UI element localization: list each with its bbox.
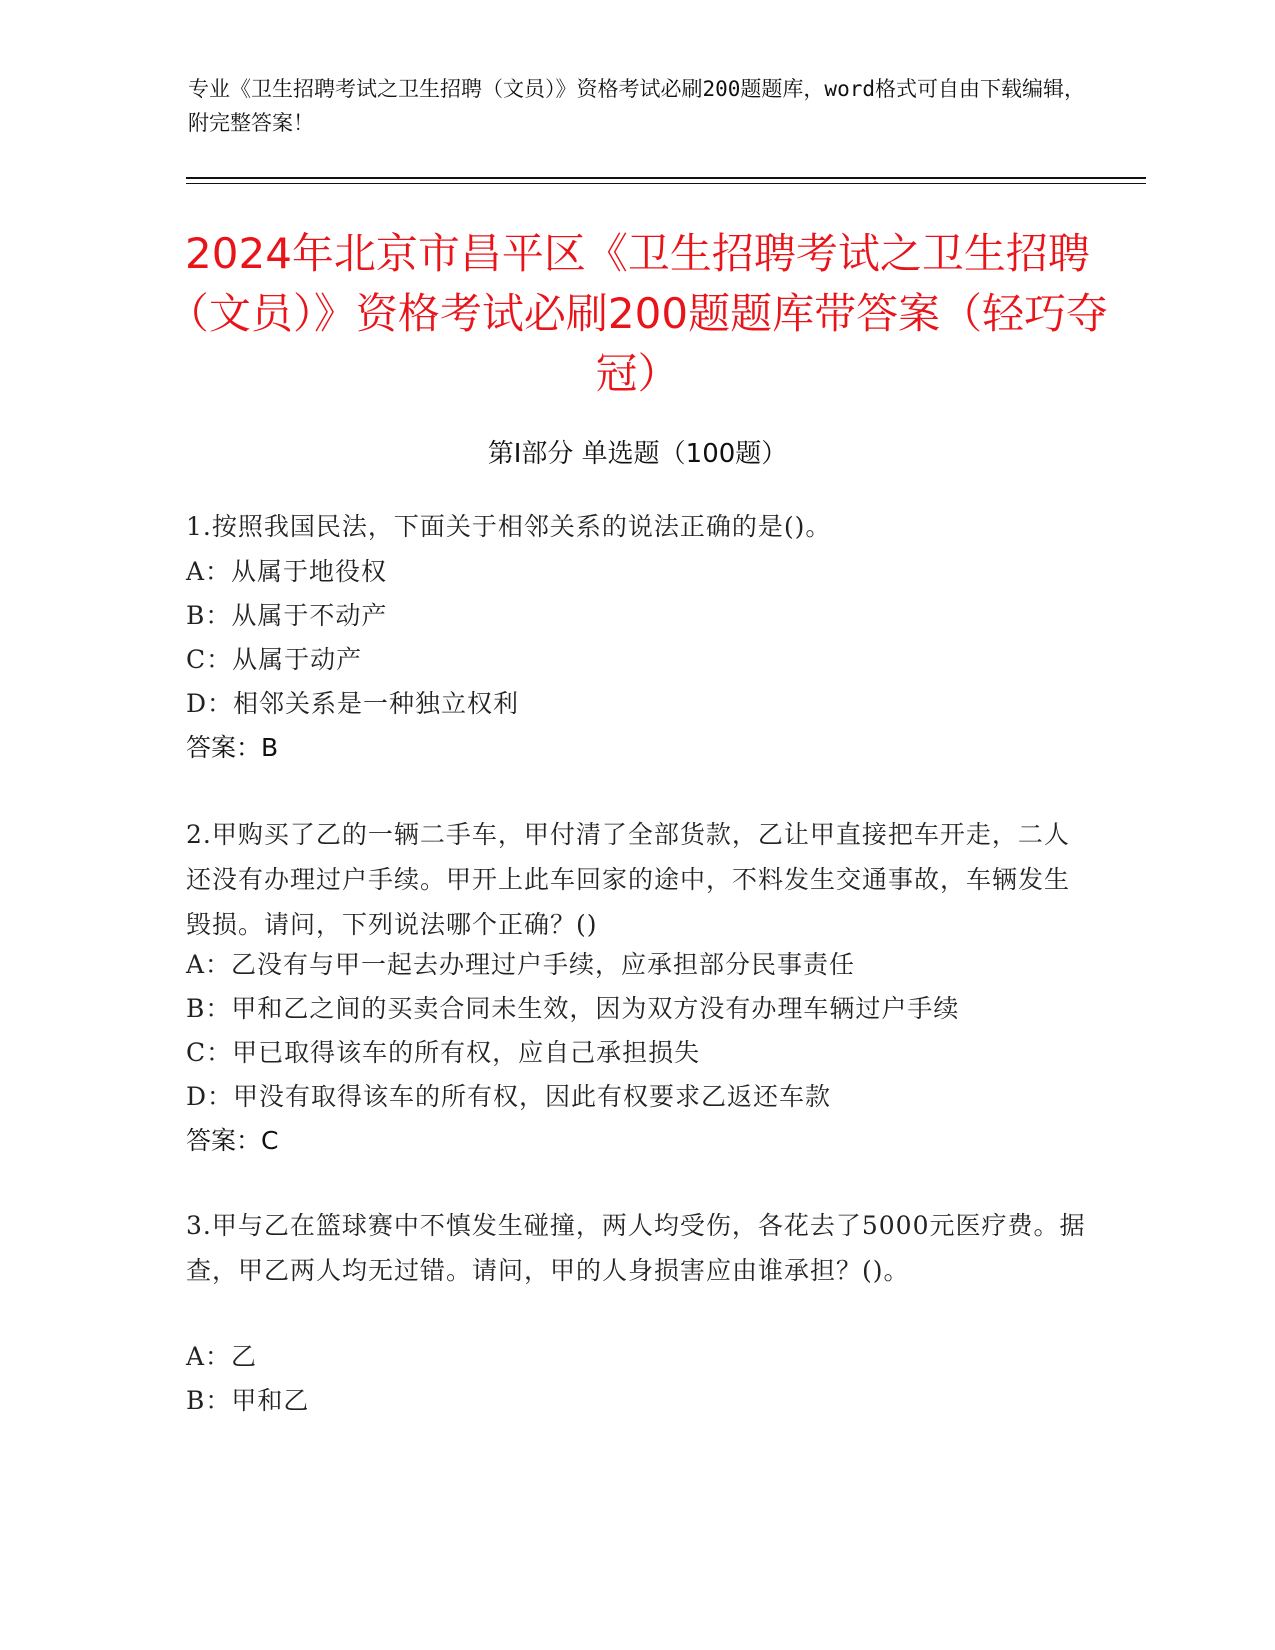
header-rule-thin bbox=[186, 183, 1146, 184]
question-2-answer: 答案：C bbox=[186, 1126, 279, 1155]
question-3-option-b: B：甲和乙 bbox=[186, 1386, 310, 1415]
question-2-stem: 2.甲购买了乙的一辆二手车，甲付清了全部货款，乙让甲直接把车开走，二人还没有办理过户手续。甲开上此车回家的途中，不料发生交通事故，车辆发生毁损。请问，下列说法哪个正确？() bbox=[186, 820, 1071, 939]
document-title: 2024年北京市昌平区《卫生招聘考试之卫生招聘（文员）》资格考试必刷200题题库带答案（轻巧夺冠） bbox=[166, 229, 1109, 398]
question-1-answer: 答案：B bbox=[186, 733, 279, 762]
header-rule-thick bbox=[186, 177, 1146, 179]
question-1-option-b: B：从属于不动产 bbox=[186, 601, 388, 630]
question-2-option-a: A：乙没有与甲一起去办理过户手续，应承担部分民事责任 bbox=[186, 950, 856, 979]
question-2-option-c: C：甲已取得该车的所有权，应自己承担损失 bbox=[186, 1038, 701, 1067]
question-3-stem: 3.甲与乙在篮球赛中不慎发生碰撞，两人均受伤，各花去了5000元医疗费。据查，甲乙两人均无过错。请问，甲的人身损害应由谁承担？()。 bbox=[186, 1211, 1086, 1285]
question-1-option-d: D：相邻关系是一种独立权利 bbox=[186, 689, 520, 718]
question-1-stem: 1.按照我国民法，下面关于相邻关系的说法正确的是()。 bbox=[186, 512, 832, 541]
question-2-option-b: B：甲和乙之间的买卖合同未生效，因为双方没有办理车辆过户手续 bbox=[186, 994, 960, 1023]
header-note: 专业《卫生招聘考试之卫生招聘（文员）》资格考试必刷200题题库，word格式可自由下载编辑，附完整答案！ bbox=[188, 77, 1085, 135]
question-3-option-a: A：乙 bbox=[186, 1342, 258, 1371]
question-1-option-a: A：从属于地役权 bbox=[186, 557, 388, 586]
question-2-option-d: D：甲没有取得该车的所有权，因此有权要求乙返还车款 bbox=[186, 1082, 832, 1111]
question-1-option-c: C：从属于动产 bbox=[186, 645, 363, 674]
section-title: 第Ⅰ部分 单选题（100题） bbox=[487, 439, 788, 469]
